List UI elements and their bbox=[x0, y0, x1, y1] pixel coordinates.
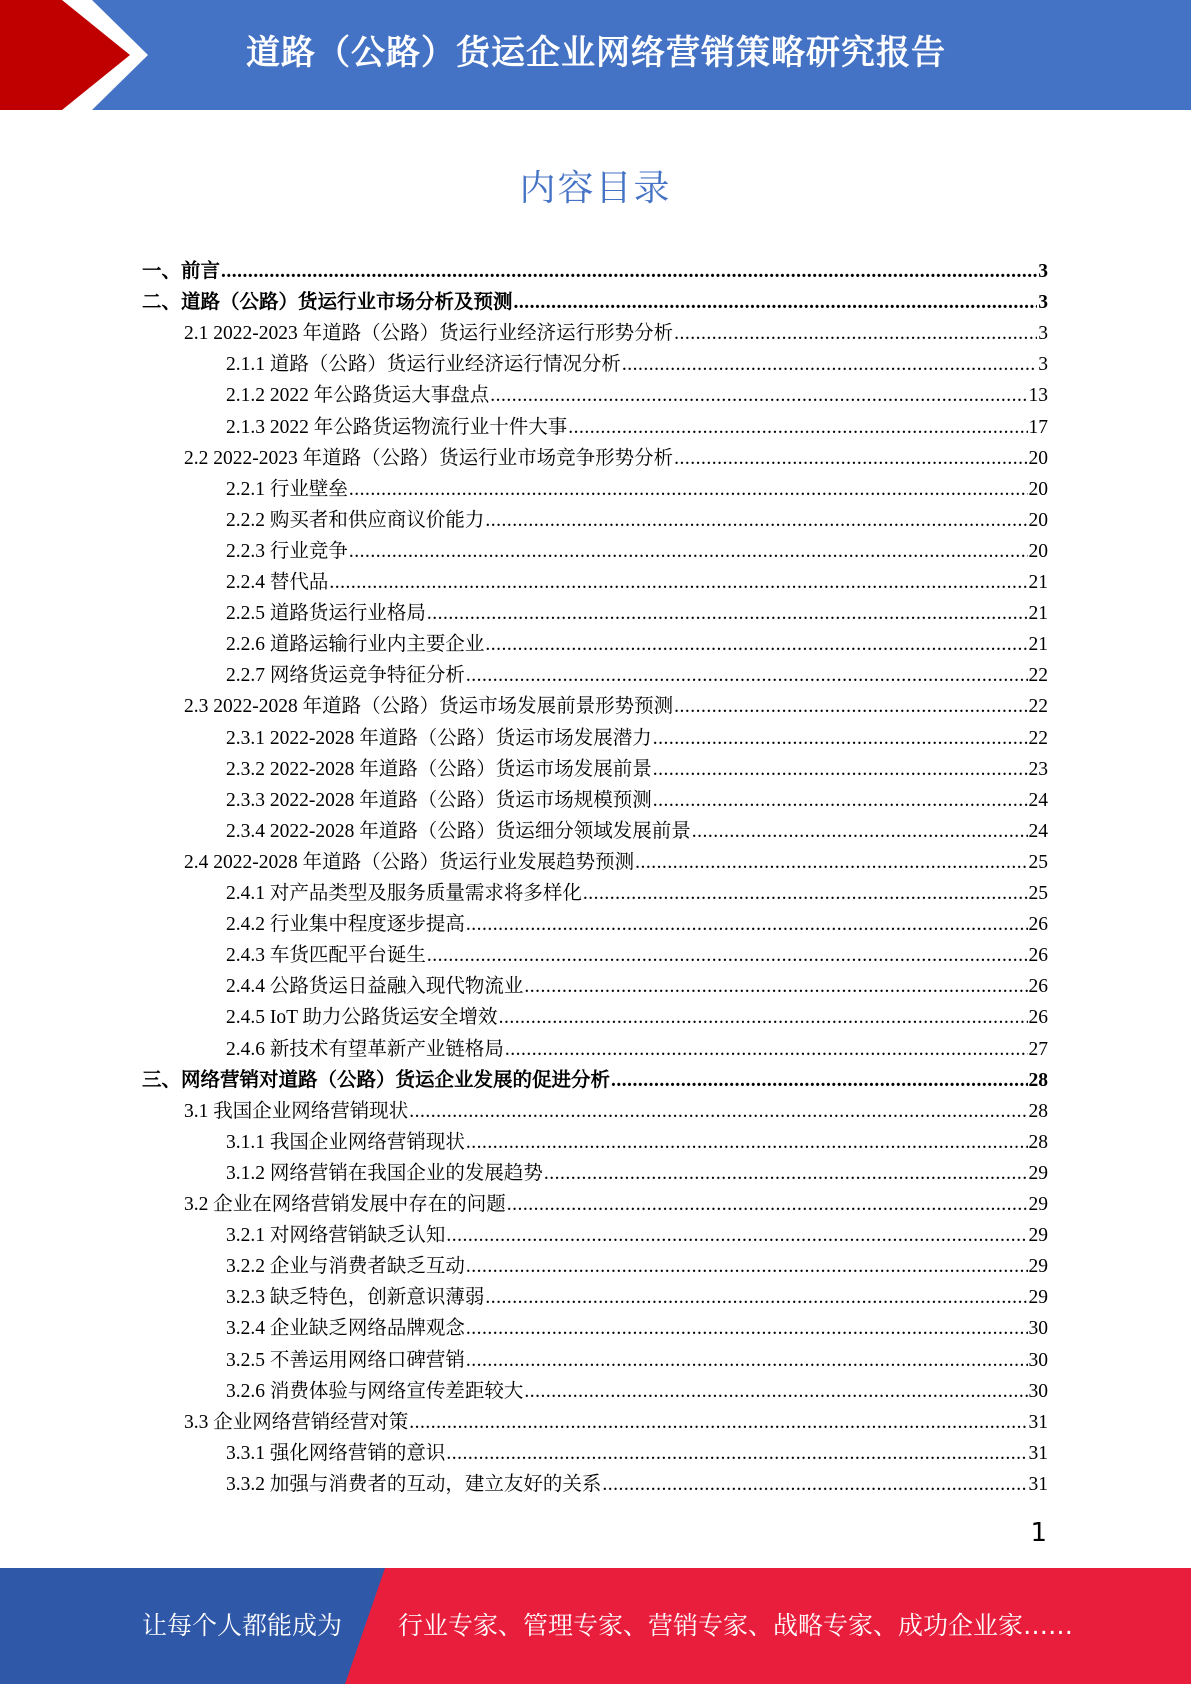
toc-entry-label: 2.2.1 行业壁垒 bbox=[226, 478, 348, 500]
toc-entry-page: 22 bbox=[1028, 665, 1048, 687]
toc-entry-page: 13 bbox=[1028, 385, 1048, 407]
toc-entry-label: 2.4.2 行业集中程度逐步提高 bbox=[226, 914, 465, 936]
toc-entry-label: 2.4 2022-2028 年道路（公路）货运行业发展趋势预测 bbox=[184, 851, 635, 873]
toc-entry-page: 28 bbox=[1028, 1131, 1048, 1153]
toc-leader-dots bbox=[466, 913, 1028, 937]
toc-entry-label: 3.2.2 企业与消费者缺乏互动 bbox=[226, 1256, 465, 1278]
toc-entry[interactable] bbox=[226, 533, 1048, 564]
toc-entry-page: 26 bbox=[1028, 976, 1048, 998]
toc-entry-label: 3.2.6 消费体验与网络宣传差距较大 bbox=[226, 1380, 524, 1402]
toc-entry-label: 3.2.3 缺乏特色，创新意识薄弱 bbox=[226, 1287, 485, 1309]
toc-entry-page: 31 bbox=[1028, 1411, 1048, 1433]
toc-entry-label: 二、道路（公路）货运行业市场分析及预测 bbox=[142, 292, 513, 314]
toc-leader-dots bbox=[674, 322, 1037, 346]
toc-entry[interactable] bbox=[226, 346, 1048, 377]
toc-entry-page: 31 bbox=[1028, 1442, 1048, 1464]
toc-leader-dots bbox=[466, 1349, 1028, 1373]
toc-entry-label: 2.1.1 道路（公路）货运行业经济运行情况分析 bbox=[226, 354, 621, 376]
toc-entry-label: 2.4.6 新技术有望革新产业链格局 bbox=[226, 1038, 504, 1060]
toc-entry-label: 2.4.5 IoT 助力公路货运安全增效 bbox=[226, 1007, 498, 1029]
toc-entry-label: 2.4.3 车货匹配平台诞生 bbox=[226, 945, 426, 967]
toc-entry-label: 3.3.1 强化网络营销的意识 bbox=[226, 1442, 446, 1464]
toc-leader-dots bbox=[427, 602, 1028, 626]
toc-entry-label: 2.4.4 公路货运日益融入现代物流业 bbox=[226, 976, 524, 998]
toc-entry-label: 3.1 我国企业网络营销现状 bbox=[184, 1100, 409, 1122]
toc-entry-page: 3 bbox=[1038, 292, 1048, 314]
toc-entry-label: 2.2.7 网络货运竞争特征分析 bbox=[226, 665, 465, 687]
toc-entry[interactable] bbox=[226, 1124, 1048, 1155]
toc-entry-page: 25 bbox=[1028, 851, 1048, 873]
toc-entry[interactable] bbox=[226, 968, 1048, 999]
toc-leader-dots bbox=[329, 571, 1027, 595]
toc-entry-page: 30 bbox=[1028, 1380, 1048, 1402]
toc-entry-label: 2.3.2 2022-2028 年道路（公路）货运市场发展前景 bbox=[226, 758, 652, 780]
toc-entry[interactable] bbox=[184, 1186, 1048, 1217]
toc-leader-dots bbox=[221, 260, 1037, 284]
toc-leader-dots bbox=[466, 1131, 1028, 1155]
toc-entry[interactable] bbox=[226, 720, 1048, 751]
toc-entry[interactable] bbox=[226, 875, 1048, 906]
toc-entry-page: 3 bbox=[1038, 354, 1048, 376]
toc-entry[interactable] bbox=[226, 1155, 1048, 1186]
toc-heading: 内容目录 bbox=[519, 168, 672, 209]
toc-entry-label: 2.1.3 2022 年公路货运物流行业十件大事 bbox=[226, 416, 568, 438]
toc-entry-label: 2.3 2022-2028 年道路（公路）货运市场发展前景形势预测 bbox=[184, 696, 674, 718]
toc-entry-label: 2.1 2022-2023 年道路（公路）货运行业经济运行形势分析 bbox=[184, 323, 674, 345]
toc-entry-page: 24 bbox=[1028, 820, 1048, 842]
toc-leader-dots bbox=[568, 416, 1027, 440]
toc-entry-page: 29 bbox=[1028, 1287, 1048, 1309]
toc-leader-dots bbox=[499, 1006, 1028, 1030]
toc-entry[interactable] bbox=[226, 409, 1048, 440]
toc-entry-label: 2.1.2 2022 年公路货运大事盘点 bbox=[226, 385, 490, 407]
toc-entry-label: 2.2.2 购买者和供应商议价能力 bbox=[226, 509, 485, 531]
toc-entry[interactable] bbox=[226, 502, 1048, 533]
toc-leader-dots bbox=[611, 1069, 1027, 1093]
toc-entry-label: 3.2.1 对网络营销缺乏认知 bbox=[226, 1225, 446, 1247]
toc-entry-page: 30 bbox=[1028, 1318, 1048, 1340]
toc-entry[interactable] bbox=[226, 1217, 1048, 1248]
toc-entry-page: 3 bbox=[1038, 323, 1048, 345]
page-number: 1 bbox=[1030, 1518, 1047, 1548]
toc-entry[interactable] bbox=[226, 751, 1048, 782]
toc-leader-dots bbox=[622, 353, 1037, 377]
toc-entry[interactable] bbox=[226, 1342, 1048, 1373]
toc-entry-page: 21 bbox=[1028, 572, 1048, 593]
toc-entry-page: 3 bbox=[1038, 261, 1048, 282]
toc-entry-label: 2.3.1 2022-2028 年道路（公路）货运市场发展潜力 bbox=[226, 727, 652, 749]
toc-entry-page: 20 bbox=[1028, 478, 1048, 500]
toc-entry-page: 28 bbox=[1028, 1100, 1048, 1122]
toc-leader-dots bbox=[466, 1317, 1028, 1341]
report-title: 道路（公路）货运企业网络营销策略研究报告 bbox=[246, 33, 946, 73]
toc-entry-page: 25 bbox=[1028, 883, 1048, 904]
toc-entry-label: 3.1.1 我国企业网络营销现状 bbox=[226, 1131, 465, 1153]
toc-entry-page: 27 bbox=[1028, 1038, 1048, 1060]
footer-slogan-left: 让每个人都能成为 bbox=[142, 1611, 343, 1640]
toc-leader-dots bbox=[674, 447, 1027, 471]
toc-entry[interactable] bbox=[226, 626, 1048, 657]
toc-entry-label: 2.4.1 对产品类型及服务质量需求将多样化 bbox=[226, 883, 582, 904]
toc-leader-dots bbox=[653, 789, 1028, 813]
toc-entry[interactable] bbox=[184, 1093, 1048, 1124]
toc-entry-label: 3.2.5 不善运用网络口碑营销 bbox=[226, 1349, 465, 1371]
toc-entry-page: 17 bbox=[1028, 416, 1048, 438]
toc-entry-label: 2.2.3 行业竞争 bbox=[226, 540, 348, 562]
toc-entry[interactable] bbox=[226, 1279, 1048, 1310]
toc-entry-label: 2.2.5 道路货运行业格局 bbox=[226, 603, 426, 625]
toc-entry[interactable] bbox=[226, 937, 1048, 968]
toc-entry[interactable] bbox=[226, 782, 1048, 813]
toc-leader-dots bbox=[466, 664, 1028, 688]
toc-entry[interactable] bbox=[142, 284, 1048, 315]
toc-entry[interactable] bbox=[184, 844, 1048, 875]
toc-entry-label: 一、前言 bbox=[142, 261, 221, 282]
toc-entry[interactable] bbox=[226, 564, 1048, 595]
toc-entry[interactable] bbox=[226, 1031, 1048, 1062]
toc-entry-page: 22 bbox=[1028, 696, 1048, 718]
toc-leader-dots bbox=[349, 478, 1028, 502]
toc-leader-dots bbox=[653, 758, 1028, 782]
toc-entry-label: 三、网络营销对道路（公路）货运企业发展的促进分析 bbox=[142, 1069, 611, 1091]
toc-leader-dots bbox=[524, 975, 1027, 999]
toc-entry[interactable] bbox=[184, 315, 1048, 346]
toc-entry[interactable] bbox=[226, 377, 1048, 408]
toc-leader-dots bbox=[349, 540, 1028, 564]
toc-entry[interactable] bbox=[184, 688, 1048, 719]
toc-entry-page: 21 bbox=[1028, 603, 1048, 625]
toc-entry-page: 28 bbox=[1028, 1069, 1048, 1091]
toc-leader-dots bbox=[674, 695, 1027, 719]
toc-leader-dots bbox=[446, 1224, 1027, 1248]
toc-entry-label: 2.3.3 2022-2028 年道路（公路）货运市场规模预测 bbox=[226, 789, 652, 811]
toc-leader-dots bbox=[505, 1038, 1028, 1062]
toc-entry-label: 2.2 2022-2023 年道路（公路）货运行业市场竞争形势分析 bbox=[184, 447, 674, 469]
toc-entry[interactable] bbox=[226, 1466, 1048, 1497]
toc-entry[interactable] bbox=[226, 595, 1048, 626]
toc-leader-dots bbox=[514, 291, 1038, 315]
toc-leader-dots bbox=[427, 944, 1028, 968]
toc-leader-dots bbox=[485, 509, 1027, 533]
toc-entry-label: 3.3 企业网络营销经营对策 bbox=[184, 1411, 409, 1433]
toc-entry-page: 29 bbox=[1028, 1225, 1048, 1247]
toc-entry-page: 29 bbox=[1028, 1162, 1048, 1184]
toc-entry-label: 3.2.4 企业缺乏网络品牌观念 bbox=[226, 1318, 465, 1340]
report-header-banner bbox=[0, 0, 1191, 110]
toc-entry-page: 26 bbox=[1028, 1007, 1048, 1029]
toc-entry[interactable] bbox=[226, 471, 1048, 502]
toc-leader-dots bbox=[409, 1100, 1027, 1124]
toc-entry-page: 21 bbox=[1028, 634, 1048, 656]
toc-entry-page: 20 bbox=[1028, 509, 1048, 531]
toc-entry-page: 31 bbox=[1028, 1473, 1048, 1495]
toc-leader-dots bbox=[507, 1193, 1028, 1217]
toc-entry[interactable] bbox=[226, 999, 1048, 1030]
toc-entry-page: 29 bbox=[1028, 1256, 1048, 1278]
toc-entry[interactable] bbox=[184, 440, 1048, 471]
toc-leader-dots bbox=[653, 727, 1028, 751]
toc-entry[interactable] bbox=[226, 1373, 1048, 1404]
toc-leader-dots bbox=[583, 882, 1028, 906]
toc-entry-label: 3.1.2 网络营销在我国企业的发展趋势 bbox=[226, 1162, 543, 1184]
toc-entry[interactable] bbox=[226, 1310, 1048, 1341]
toc-entry-label: 3.3.2 加强与消费者的互动，建立友好的关系 bbox=[226, 1473, 602, 1495]
toc-leader-dots bbox=[635, 851, 1027, 875]
toc-leader-dots bbox=[409, 1411, 1027, 1435]
toc-leader-dots bbox=[485, 633, 1027, 657]
toc-entry[interactable] bbox=[226, 813, 1048, 844]
toc-leader-dots bbox=[524, 1380, 1027, 1404]
toc-entry-label: 2.2.4 替代品 bbox=[226, 572, 329, 593]
toc-entry-page: 29 bbox=[1028, 1194, 1048, 1215]
toc-entry-page: 20 bbox=[1028, 540, 1048, 562]
toc-entry[interactable] bbox=[226, 1435, 1048, 1466]
toc-entry-page: 30 bbox=[1028, 1349, 1048, 1371]
toc-entry[interactable] bbox=[226, 906, 1048, 937]
toc-entry[interactable] bbox=[142, 1062, 1048, 1093]
toc-leader-dots bbox=[692, 820, 1028, 844]
toc-entry-page: 23 bbox=[1028, 758, 1048, 780]
footer-slogan-right: 行业专家、管理专家、营销专家、战略专家、成功企业家…… bbox=[398, 1611, 1074, 1640]
toc-entry[interactable] bbox=[184, 1404, 1048, 1435]
toc-leader-dots bbox=[466, 1255, 1028, 1279]
toc-leader-dots bbox=[544, 1162, 1028, 1186]
toc-entry-label: 2.3.4 2022-2028 年道路（公路）货运细分领域发展前景 bbox=[226, 820, 691, 842]
toc-leader-dots bbox=[485, 1286, 1027, 1310]
footer-banner bbox=[0, 1568, 1191, 1684]
toc-entry[interactable] bbox=[226, 1248, 1048, 1279]
toc-entry[interactable] bbox=[226, 657, 1048, 688]
toc-entry-page: 26 bbox=[1028, 945, 1048, 967]
toc-entry-page: 24 bbox=[1028, 789, 1048, 811]
toc-leader-dots bbox=[490, 384, 1027, 408]
toc-entry-page: 26 bbox=[1028, 914, 1048, 936]
toc-entry-page: 22 bbox=[1028, 727, 1048, 749]
toc-entry-label: 2.2.6 道路运输行业内主要企业 bbox=[226, 634, 485, 656]
toc-entry-page: 20 bbox=[1028, 447, 1048, 469]
toc-leader-dots bbox=[446, 1442, 1027, 1466]
toc-leader-dots bbox=[602, 1473, 1027, 1497]
toc-entry-label: 3.2 企业在网络营销发展中存在的问题 bbox=[184, 1194, 506, 1215]
toc-entry[interactable] bbox=[142, 253, 1048, 284]
